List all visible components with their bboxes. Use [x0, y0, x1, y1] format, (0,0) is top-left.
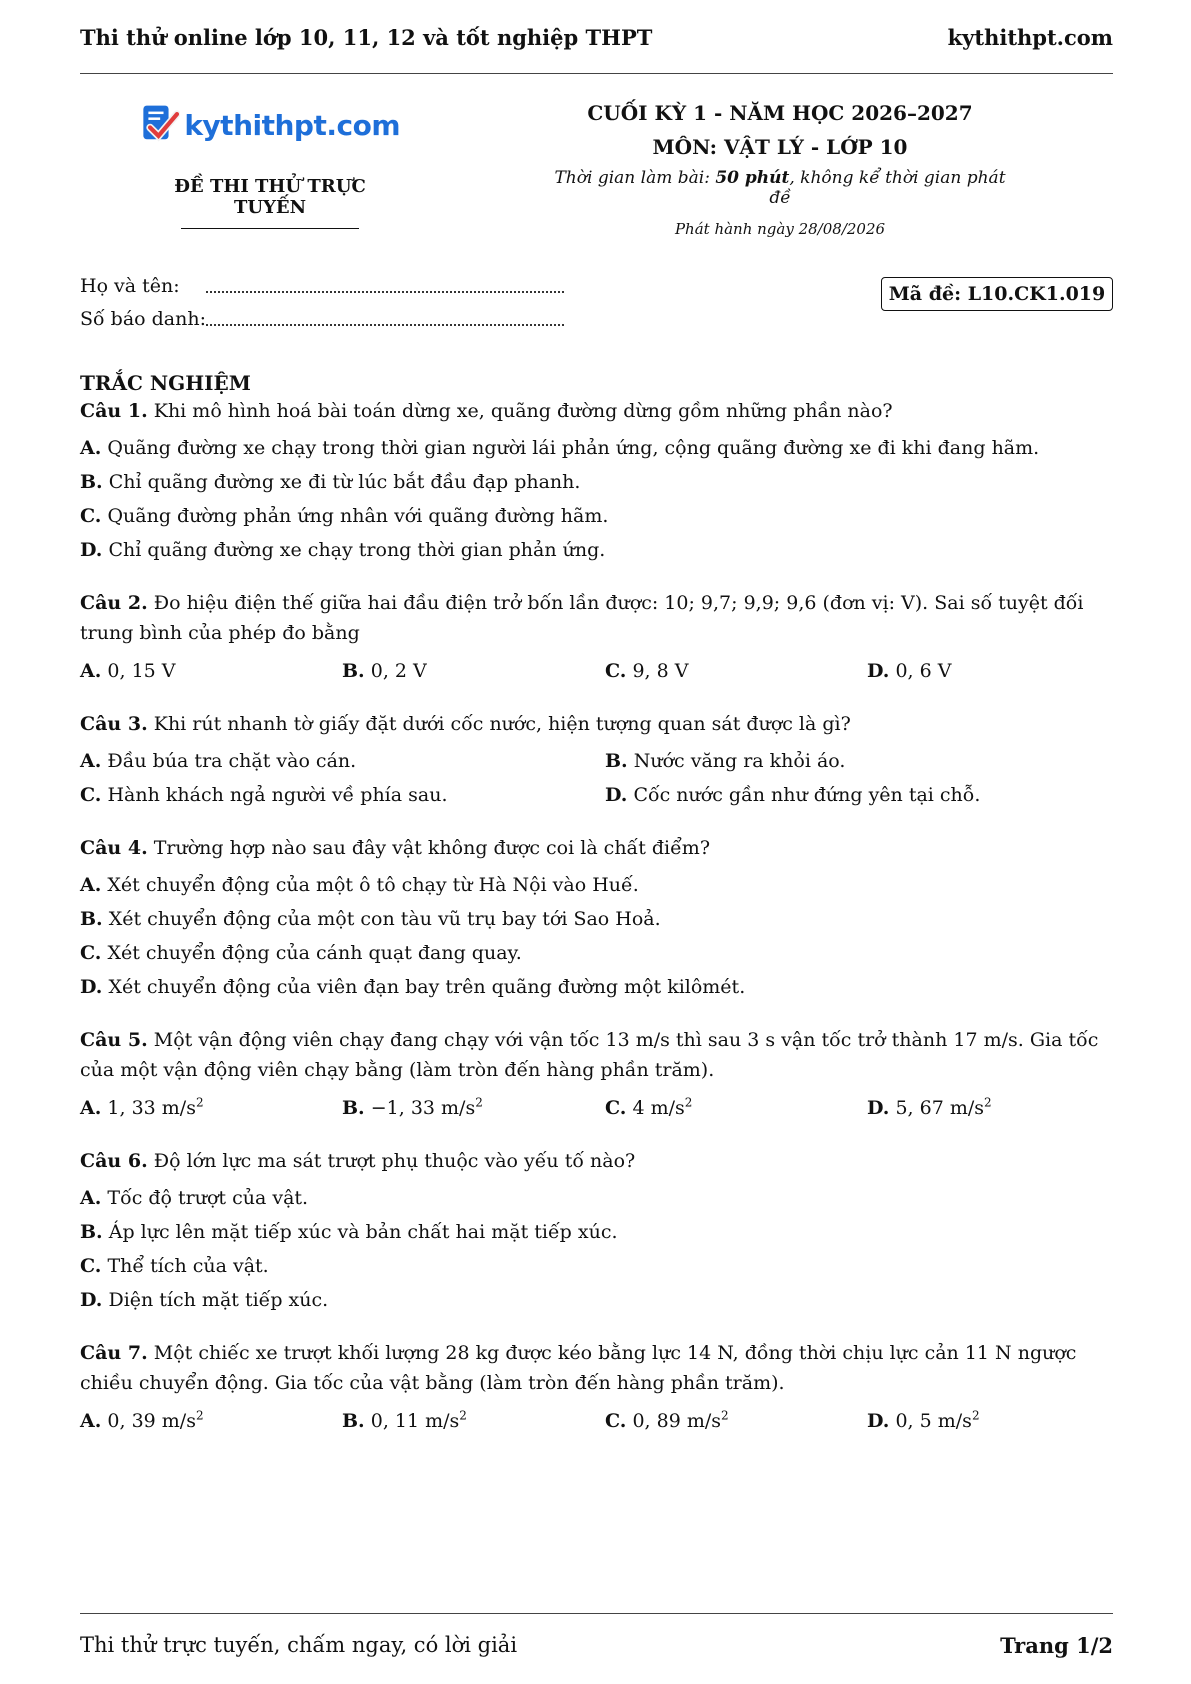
name-field[interactable]: [206, 273, 564, 293]
q7-option-b[interactable]: B. 0, 11 $m/s^2$: [342, 1408, 467, 1432]
logo-block: [140, 100, 400, 229]
id-label: Số báo danh:: [80, 308, 207, 330]
question-number: Câu 4.: [80, 837, 148, 859]
logo: [140, 100, 400, 150]
exam-title-term: CUỐI KỲ 1 - NĂM HỌC 2026–2027: [587, 101, 973, 125]
q2-option-a[interactable]: A. 0, 15 V: [80, 660, 176, 682]
release-date: Phát hành ngày 28/08/2026: [674, 220, 886, 238]
page-number: Trang 1/2: [1000, 1632, 1113, 1658]
time-value: 50 phút: [715, 168, 790, 188]
question-3: [80, 709, 1113, 739]
q1-option-d[interactable]: D. Chỉ quãng đường xe chạy trong thời gian phản ứng.: [80, 539, 606, 561]
q3-option-a[interactable]: A. Đầu búa tra chặt vào cán.: [80, 750, 357, 772]
question-number: Câu 3.: [80, 713, 148, 735]
exam-time: [550, 168, 1010, 208]
logo-text: kythithpt.com: [184, 108, 400, 142]
question-5: [80, 1025, 1113, 1085]
exam-subtitle: ĐỀ THI THỬ TRỰC TUYẾN: [174, 176, 366, 218]
question-7: [80, 1338, 1113, 1398]
exam-info: [550, 96, 1010, 238]
exam-title-subject: MÔN: VẬT LÝ - LỚP 10: [652, 135, 908, 159]
question-text: Một vận động viên chạy đang chạy với vận tốc 13 m/s thì sau 3 s vận tốc trở thành 17 m/s. Gia tốc của một vận động viên chạy bằng (làm tròn đến hàng phần trăm).: [80, 1029, 1099, 1081]
exam-paper-icon: [140, 100, 180, 150]
time-suffix: , không kể thời gian phát đề: [769, 168, 1006, 208]
q6-option-a[interactable]: A. Tốc độ trượt của vật.: [80, 1187, 309, 1209]
question-2: [80, 588, 1113, 648]
q1-option-a[interactable]: A. Quãng đường xe chạy trong thời gian người lái phản ứng, cộng quãng đường xe đi khi đang hãm.: [80, 437, 1040, 459]
q5-option-b[interactable]: B. −1, 33 $m/s^2$: [342, 1095, 483, 1119]
q7-option-a[interactable]: A. 0, 39 $m/s^2$: [80, 1408, 204, 1432]
q5-option-a[interactable]: A. 1, 33 $m/s^2$: [80, 1095, 204, 1119]
id-field[interactable]: [206, 306, 564, 326]
q3-option-d[interactable]: D. Cốc nước gần như đứng yên tại chỗ.: [605, 784, 981, 806]
running-header: [80, 22, 1113, 52]
question-text: Khi mô hình hoá bài toán dừng xe, quãng đường dừng gồm những phần nào?: [153, 400, 893, 422]
q2-option-b[interactable]: B. 0, 2 V: [342, 660, 427, 682]
question-text: Khi rút nhanh tờ giấy đặt dưới cốc nước, hiện tượng quan sát được là gì?: [153, 713, 851, 735]
q3-option-b[interactable]: B. Nước văng ra khỏi áo.: [605, 750, 846, 772]
question-1: [80, 396, 1113, 426]
name-row: [80, 264, 564, 297]
question-text: Một chiếc xe trượt khối lượng 28 kg được kéo bằng lực 14 N, đồng thời chịu lực cản 11 N ngược chiều chuyển động. Gia tốc của vật bằng (làm tròn đến hàng phần trăm).: [80, 1342, 1077, 1394]
q1-option-b[interactable]: B. Chỉ quãng đường xe đi từ lúc bắt đầu đạp phanh.: [80, 471, 581, 493]
q2-option-d[interactable]: D. 0, 6 V: [867, 660, 952, 682]
question-number: Câu 5.: [80, 1029, 148, 1051]
student-info: [80, 264, 564, 330]
q7-option-c[interactable]: C. 0, 89 $m/s^2$: [605, 1408, 729, 1432]
header-rule: [80, 73, 1113, 74]
question-number: Câu 1.: [80, 400, 148, 422]
question-text: Độ lớn lực ma sát trượt phụ thuộc vào yếu tố nào?: [153, 1150, 636, 1172]
q6-option-d[interactable]: D. Diện tích mặt tiếp xúc.: [80, 1289, 329, 1311]
subtitle-underline: [181, 228, 359, 229]
q5-option-c[interactable]: C. 4 $m/s^2$: [605, 1095, 693, 1119]
footer-rule: [80, 1613, 1113, 1614]
question-text: Đo hiệu điện thế giữa hai đầu điện trở bốn lần được: 10; 9,7; 9,9; 9,6 (đơn vị: V). Sai số tuyệt đối trung bình của phép đo bằng: [80, 592, 1084, 644]
q6-option-b[interactable]: B. Áp lực lên mặt tiếp xúc và bản chất hai mặt tiếp xúc.: [80, 1221, 618, 1243]
header-left: Thi thử online lớp 10, 11, 12 và tốt nghiệp THPT: [80, 24, 653, 50]
q4-option-c[interactable]: C. Xét chuyển động của cánh quạt đang quay.: [80, 942, 522, 964]
question-number: Câu 7.: [80, 1342, 148, 1364]
q4-option-a[interactable]: A. Xét chuyển động của một ô tô chạy từ Hà Nội vào Huế.: [80, 874, 639, 896]
q7-option-d[interactable]: D. 0, 5 $m/s^2$: [867, 1408, 980, 1432]
question-number: Câu 6.: [80, 1150, 148, 1172]
q5-option-d[interactable]: D. 5, 67 $m/s^2$: [867, 1095, 992, 1119]
question-6: [80, 1146, 1113, 1176]
question-4: [80, 833, 1113, 863]
name-label: Họ và tên:: [80, 275, 180, 297]
q6-option-c[interactable]: C. Thể tích của vật.: [80, 1255, 269, 1277]
running-footer: [80, 1630, 1113, 1660]
header-right: kythithpt.com: [947, 24, 1113, 50]
footer-left: Thi thử trực tuyến, chấm ngay, có lời giải: [80, 1633, 518, 1657]
q2-option-c[interactable]: C. 9, 8 V: [605, 660, 689, 682]
q3-option-c[interactable]: C. Hành khách ngả người về phía sau.: [80, 784, 448, 806]
section-title: TRẮC NGHIỆM: [80, 371, 251, 395]
question-text: Trường hợp nào sau đây vật không được coi là chất điểm?: [153, 837, 711, 859]
q1-option-c[interactable]: C. Quãng đường phản ứng nhân với quãng đường hãm.: [80, 505, 609, 527]
time-prefix: Thời gian làm bài:: [554, 168, 716, 188]
q4-option-d[interactable]: D. Xét chuyển động của viên đạn bay trên quãng đường một kilômét.: [80, 976, 746, 998]
question-number: Câu 2.: [80, 592, 148, 614]
q4-option-b[interactable]: B. Xét chuyển động của một con tàu vũ trụ bay tới Sao Hoả.: [80, 908, 661, 930]
id-row: [80, 297, 564, 330]
exam-code-box: Mã đề: L10.CK1.019: [881, 277, 1113, 311]
